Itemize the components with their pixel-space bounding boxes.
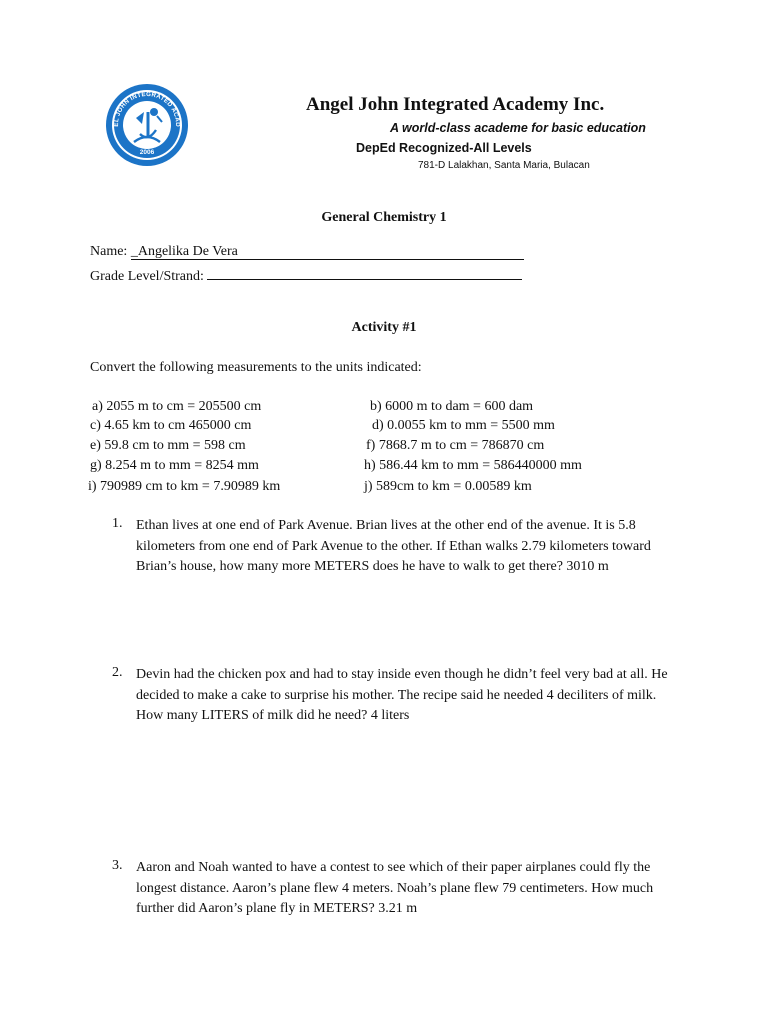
grade-row bbox=[90, 264, 522, 285]
grade-field[interactable] bbox=[207, 264, 522, 280]
question-text: Aaron and Noah wanted to have a contest to see which of their paper airplanes could fly the longest distance. Aaron’s plane flew 4 meters. Noah’s plane flew 79 centimeters. How much further did Aaron’s plane fly in METERS? 3.21 m bbox=[136, 860, 654, 916]
conversion-item: c) 4.65 km to cm 465000 cm bbox=[90, 418, 252, 433]
name-value: _Angelika De Vera bbox=[130, 244, 238, 259]
logo-arc-text: EL JOHN INTEGRATED ACAD bbox=[112, 90, 182, 128]
conversion-item: a) 2055 m to cm = 205500 cm bbox=[92, 399, 262, 414]
question-number: 3. bbox=[112, 858, 123, 873]
conversion-item: h) 586.44 km to mm = 586440000 mm bbox=[364, 458, 582, 473]
conversion-item: g) 8.254 m to mm = 8254 mm bbox=[90, 458, 259, 473]
school-address: 781-D Lalakhan, Santa Maria, Bulacan bbox=[418, 160, 590, 171]
grade-label: Grade Level/Strand: bbox=[90, 269, 204, 284]
conversion-item: f) 7868.7 m to cm = 786870 cm bbox=[366, 438, 545, 453]
school-logo bbox=[104, 82, 190, 168]
name-label: Name: bbox=[90, 244, 128, 259]
instruction-text: Convert the following measurements to the units indicated: bbox=[90, 360, 422, 375]
question-text: Devin had the chicken pox and had to stay inside even though he didn’t feel very bad at all. He decided to make a cake to surprise his mother. The recipe said he needed 4 deciliters of milk. How many LITERS of milk did he need? 4 liters bbox=[136, 667, 668, 723]
conversion-item: d) 0.0055 km to mm = 5500 mm bbox=[372, 418, 555, 433]
course-title: General Chemistry 1 bbox=[321, 210, 447, 225]
school-recognition: DepEd Recognized-All Levels bbox=[356, 141, 532, 155]
conversion-item: b) 6000 m to dam = 600 dam bbox=[370, 399, 534, 414]
name-field[interactable] bbox=[131, 244, 524, 260]
conversion-item: j) 589cm to km = 0.00589 km bbox=[364, 479, 532, 494]
school-tagline: A world-class academe for basic education bbox=[390, 121, 646, 135]
logo-year: 2006 bbox=[139, 149, 155, 156]
question-number: 2. bbox=[112, 665, 123, 680]
question-number: 1. bbox=[112, 516, 123, 531]
question-text: Ethan lives at one end of Park Avenue. Brian lives at the other end of the avenue. It is 5.8 kilometers from one end of Park Avenue to the other. If Ethan walks 2.79 kilometers toward Brian’s house, how many more METERS does he have to walk to get there? 3010 m bbox=[136, 518, 651, 574]
name-row bbox=[90, 244, 524, 260]
activity-title: Activity #1 bbox=[351, 320, 417, 335]
conversion-item: i) 790989 cm to km = 7.90989 km bbox=[88, 479, 281, 494]
school-name: Angel John Integrated Academy Inc. bbox=[306, 94, 605, 115]
conversion-item: e) 59.8 cm to mm = 598 cm bbox=[90, 438, 246, 453]
